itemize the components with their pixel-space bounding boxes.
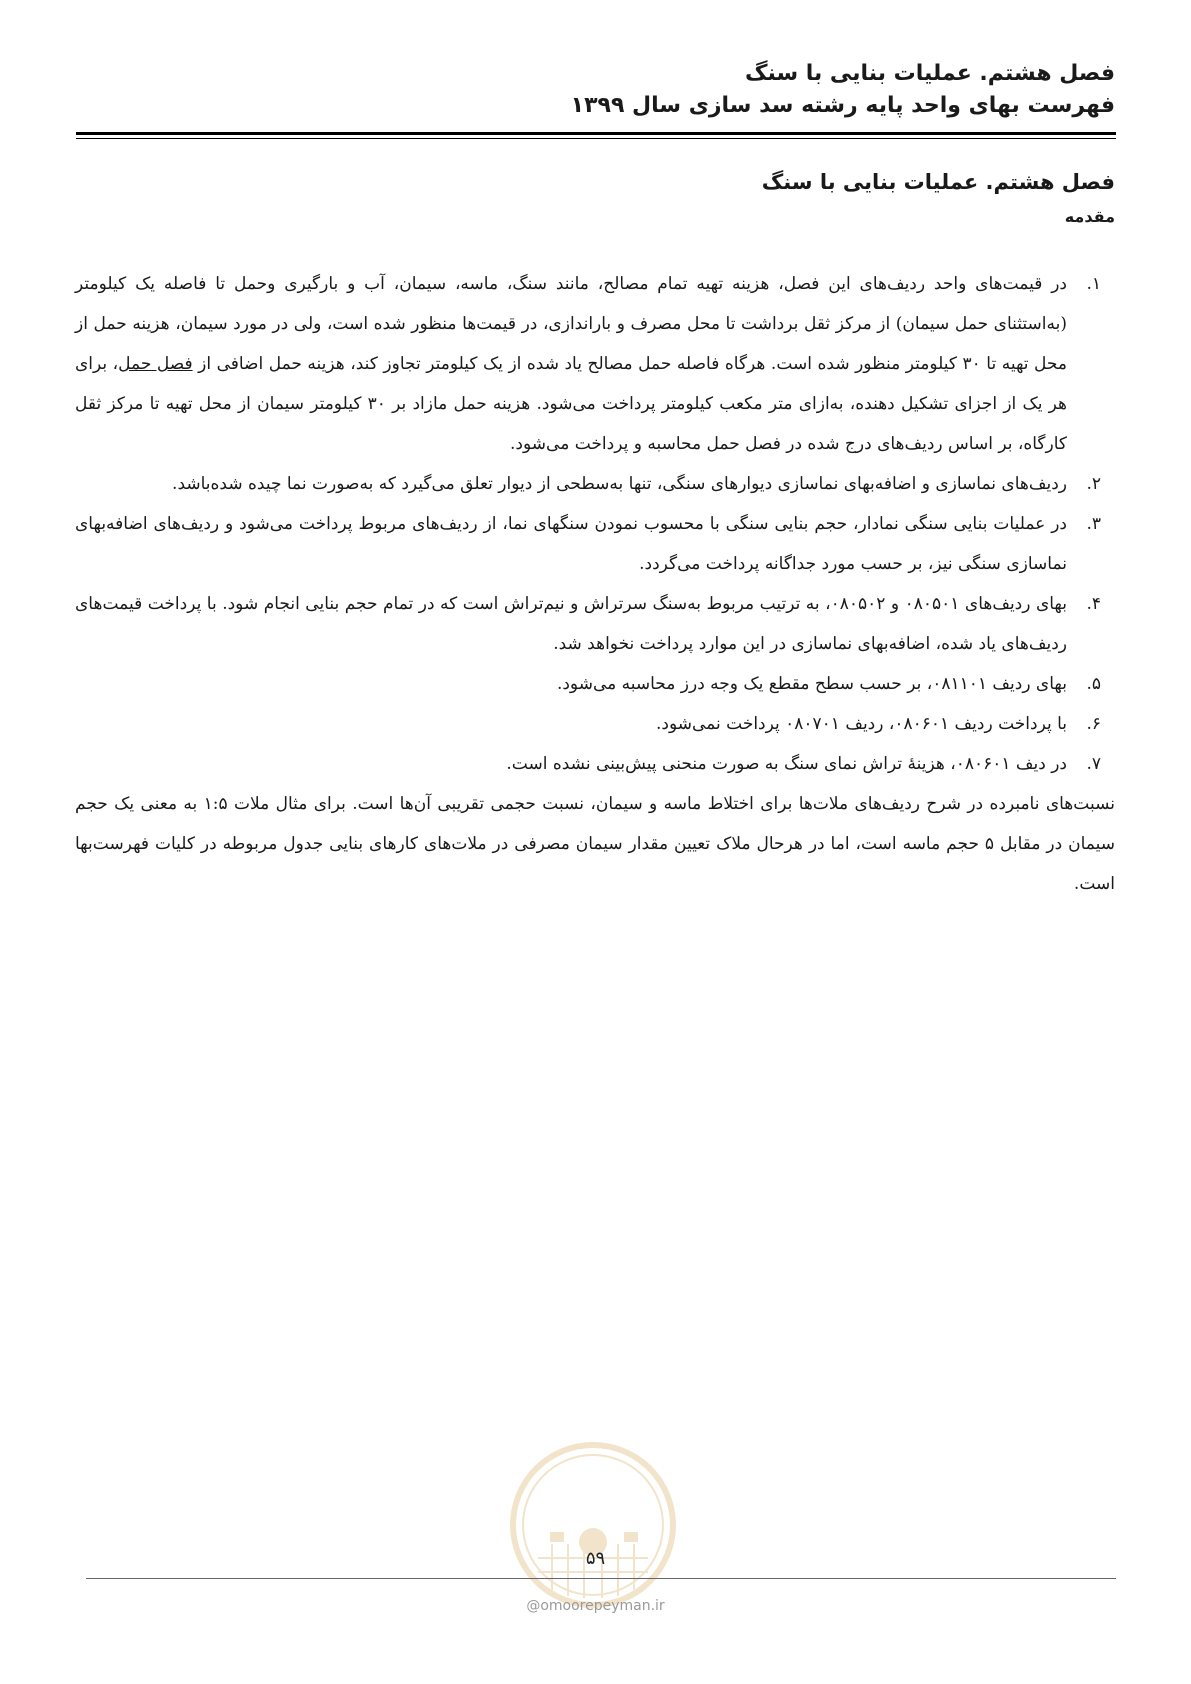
list-item	[75, 584, 1115, 664]
watermark-inner-ring	[523, 1455, 663, 1595]
list-item	[75, 704, 1115, 744]
header-subtitle: فهرست بهای واحد پایه رشته سد سازی سال ۱۳۹۹	[570, 93, 1115, 118]
list-item	[75, 504, 1115, 584]
section-title: فصل هشتم. عملیات بنایی با سنگ	[761, 170, 1115, 194]
list-item-text: در عملیات بنایی سنگی نمادار، حجم بنایی سنگی با محسوب نمودن سنگهای نما، از ردیف‌های مربوط پرداخت می‌شود و ردیف‌های اضافه‌بهای نماسازی سنگی نیز، بر حسب مورد جداگانه پرداخت می‌گردد.	[75, 514, 1067, 574]
header-rule-thin	[76, 138, 1116, 139]
website-url[interactable]: @omoorepeyman.ir	[526, 1598, 665, 1614]
watermark-outer-ring	[513, 1445, 673, 1605]
list-item-text: بهای ردیف‌های ۰۸۰۵۰۱ و ۰۸۰۵۰۲، به ترتیب مربوط به‌سنگ سرتراش و نیم‌تراش است که در تمام حجم بنایی انجام شود. با پرداخت قیمت‌های ردیف‌های یاد شده، اضافه‌بهای نماسازی در این موارد پرداخت نخواهد شد.	[75, 594, 1067, 654]
chapter-link[interactable]: فصل حمل	[118, 354, 193, 374]
page-header	[75, 58, 1115, 122]
list-item-number: ۳.	[1086, 514, 1101, 534]
header-rule-thick	[76, 132, 1116, 135]
body-text	[75, 264, 1115, 904]
list-item-number: ۴.	[1086, 594, 1101, 614]
list-item-text	[75, 264, 1067, 464]
header-chapter-title: فصل هشتم. عملیات بنایی با سنگ	[744, 61, 1115, 86]
section-heading: مقدمه	[1064, 207, 1115, 226]
list-item	[75, 264, 1115, 464]
list-item-text-part: ، برای هر یک از اجزای تشکیل دهنده، به‌ازای متر مکعب کیلومتر پرداخت می‌شود. هزینه حمل مازاد بر ۳۰ کیلومتر سیمان از محل تهیه تا مرکز ثقل کارگاه، بر اساس ردیف‌های درج شده در فصل حمل محاسبه و پرداخت می‌شود.	[75, 354, 1067, 454]
list-item-text: در دیف ۰۸۰۶۰۱، هزینهٔ تراش نمای سنگ به صورت منحنی پیش‌بینی نشده است.	[506, 754, 1067, 774]
mortar-ratio-note: نسبت‌های نامبرده در شرح ردیف‌های ملات‌ها برای اختلاط ماسه و سیمان، نسبت حجمی تقریبی آن‌ها است. برای مثال ملات ۱:۵ به معنی یک حجم سیمان در مقابل ۵ حجم ماسه است، اما در هرحال ملاک تعیین مقدار سیمان مصرفی در ملات‌های کارهای بنایی جدول مربوطه در کلیات فهرست‌بها است.	[75, 794, 1115, 894]
watermark-logo	[508, 1440, 678, 1610]
list-item-number: ۵.	[1086, 674, 1101, 694]
list-item-number: ۷.	[1086, 754, 1101, 774]
list-item-text-part: در قیمت‌های واحد ردیف‌های این فصل، هزینه تهیه تمام مصالح، مانند سنگ، ماسه، سیمان، آب و بارگیری وحمل تا فاصله یک کیلومتر (به‌استثنای حمل سیمان) از مرکز ثقل برداشت تا محل مصرف و باراندازی، در قیمت‌ها منظور شده است، ولی در مورد سیمان، هزینه حمل از محل تهیه تا ۳۰ کیلومتر منظور شده است. هرگاه فاصله حمل مصالح یاد شده از یک کیلومتر تجاوز کند، هزینه حمل اضافی از	[75, 274, 1067, 374]
list-item-number: ۲.	[1086, 474, 1101, 494]
page-number: ۵۹	[585, 1548, 606, 1569]
footer-rule	[86, 1578, 1116, 1579]
gear-icon	[624, 1532, 638, 1542]
list-item	[75, 744, 1115, 784]
scales-icon	[550, 1532, 564, 1542]
list-item-number: ۱.	[1086, 274, 1101, 294]
list-item-text: بهای ردیف ۰۸۱۱۰۱، بر حسب سطح مقطع یک وجه درز محاسبه می‌شود.	[556, 674, 1067, 694]
list-item	[75, 464, 1115, 504]
list-item	[75, 664, 1115, 704]
list-item-text: با پرداخت ردیف ۰۸۰۶۰۱، ردیف ۰۸۰۷۰۱ پرداخت نمی‌شود.	[656, 714, 1067, 734]
list-item-text: ردیف‌های نماسازی و اضافه‌بهای نماسازی دیوارهای سنگی، تنها به‌سطحی از دیوار تعلق می‌گیرد که به‌صورت نما چیده شده‌باشد.	[172, 474, 1067, 494]
list-item-number: ۶.	[1086, 714, 1101, 734]
